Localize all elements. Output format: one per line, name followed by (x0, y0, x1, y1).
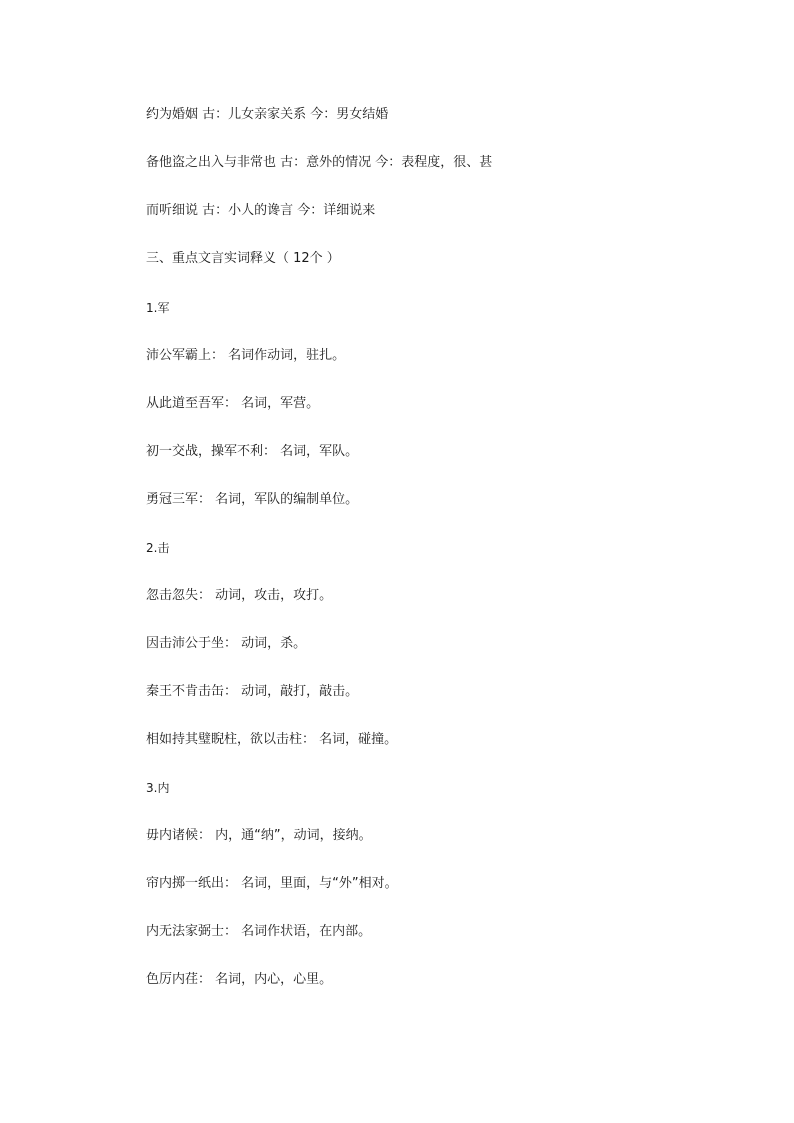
section-heading: 三、重点文言实词释义（ 12个 ） (146, 251, 340, 266)
text-line: 色厉内荏： 名词，内心，心里。 (146, 972, 333, 987)
text-line: 从此道至吾军： 名词，军营。 (146, 396, 320, 411)
text-line: 备他盗之出入与非常也 古：意外的情况 今：表程度，很、甚 (146, 155, 493, 170)
text-line: 忽击忽失： 动词，攻击，攻打。 (146, 588, 333, 603)
text-line: 初一交战，操军不利： 名词，军队。 (146, 444, 359, 459)
text-line: 约为婚姻 古：儿女亲家关系 今：男女结婚 (146, 107, 389, 122)
text-line: 毋内诸候： 内，通“纳”，动词，接纳。 (146, 828, 372, 843)
text-line: 沛公军霸上： 名词作动词，驻扎。 (146, 348, 346, 363)
text-line: 相如持其璧睨柱，欲以击柱： 名词，碰撞。 (146, 732, 398, 747)
text-line: 而听细说 古：小人的谗言 今：详细说来 (146, 203, 376, 218)
text-line: 因击沛公于坐： 动词，杀。 (146, 636, 307, 651)
text-line: 内无法家弼士： 名词作状语，在内部。 (146, 924, 372, 939)
text-line: 勇冠三军： 名词，军队的编制单位。 (146, 492, 359, 507)
item-heading: 3.内 (146, 781, 170, 795)
text-line: 秦王不肯击缶： 动词，敲打，敲击。 (146, 684, 359, 699)
item-heading: 2.击 (146, 541, 170, 555)
item-heading: 1.军 (146, 301, 170, 315)
text-line: 帘内掷一纸出： 名词，里面，与“外”相对。 (146, 876, 398, 891)
